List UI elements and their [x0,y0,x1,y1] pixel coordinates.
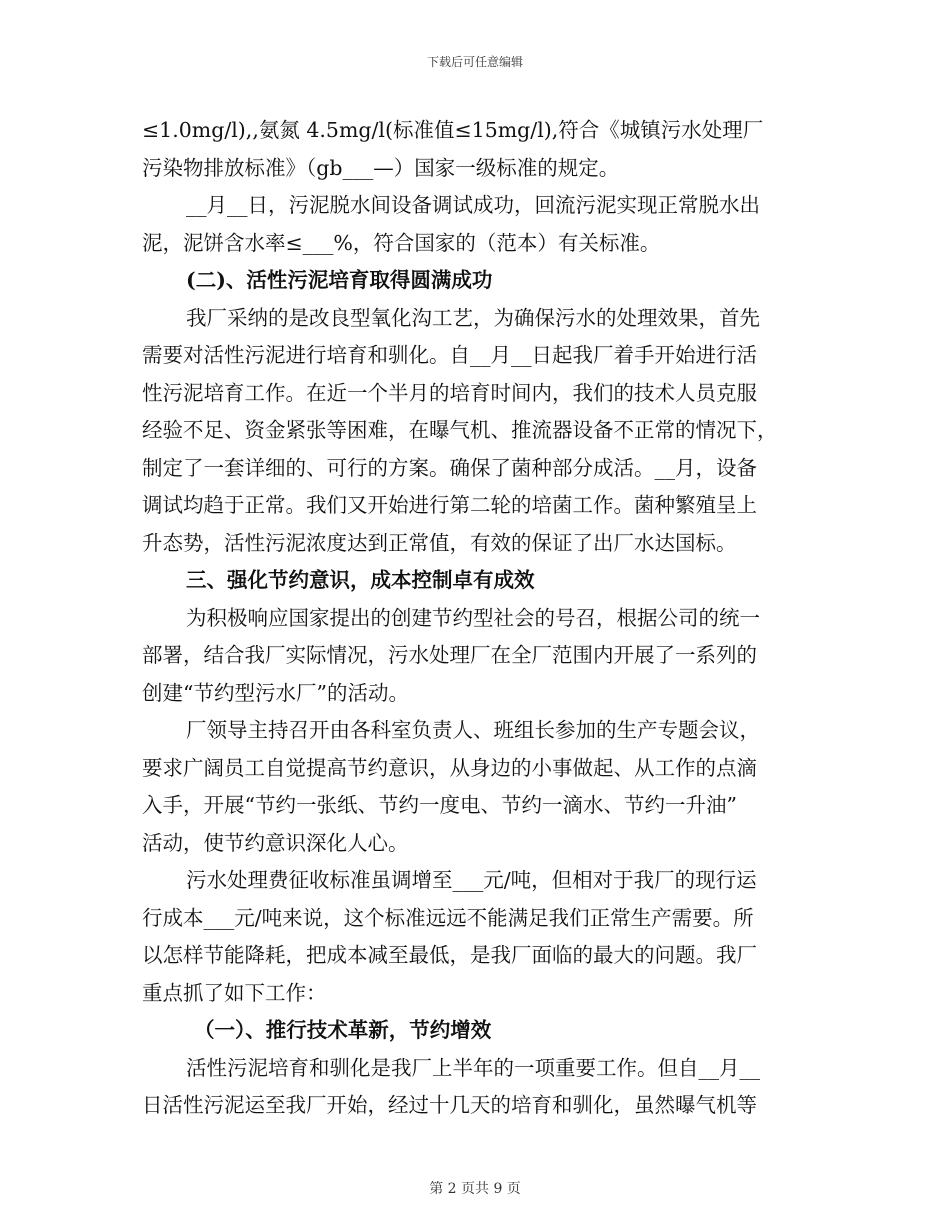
paragraph-line: 升态势，活性污泥浓度达到正常值，有效的保证了出厂水达国标。 [142,530,737,555]
paragraph-line: 需要对活性污泥进行培育和驯化。自__月__日起我厂着手开始进行活 [142,343,757,367]
paragraph-line: 经验不足、资金紧张等困难，在曝气机、推流器设备不正常的情况下， [142,418,778,442]
paragraph-line: 重点抓了如下工作： [142,980,327,1005]
document-body [142,112,812,1125]
paragraph-line: 活性污泥培育和驯化是我厂上半年的一项重要工作。但自__月__ [186,1055,760,1080]
section-heading: （一）、推行技术革新，节约增效 [194,1018,492,1042]
paragraph-line: 泥，泥饼含水率≤___%，符合国家的（范本）有关标准。 [142,230,661,255]
paragraph-line: 厂领导主持召开由各科室负责人、班组长参加的生产专题会议， [186,718,760,742]
paragraph-line: 以怎样节能降耗，把成本减至最低，是我厂面临的最大的问题。我厂 [142,943,757,967]
paragraph-line: 性污泥培育工作。在近一个半月的培育时间内，我们的技术人员克服 [142,380,757,405]
paragraph-line: 要求广阔员工自觉提高节约意识，从身边的小事做起、从工作的点滴 [142,755,757,780]
paragraph-line: 污水处理费征收标准虽调增至___元/吨，但相对于我厂的现行运 [186,868,757,892]
paragraph-line: 日活性污泥运至我厂开始，经过十几天的培育和驯化，虽然曝气机等 [142,1093,757,1117]
paragraph-line: 活动，使节约意识深化人心。 [142,830,409,855]
section-heading: (二)、活性污泥培育取得圆满成功 [186,268,493,292]
paragraph-line: 我厂采纳的是改良型氧化沟工艺，为确保污水的处理效果，首先 [186,305,760,330]
paragraph-line: 部署，结合我厂实际情况，污水处理厂在全厂范围内开展了一系列的 [142,643,757,667]
section-heading: 三、强化节约意识，成本控制卓有成效 [186,568,535,592]
paragraph-line: 制定了一套详细的、可行的方案。确保了菌种部分成活。__月，设备 [142,455,757,480]
page-footer: 第 2 页共 9 页 [429,1181,521,1197]
paragraph-line: 污染物排放标准》（gb___—）国家一级标准的规定。 [142,155,620,180]
paragraph-line: __月__日，污泥脱水间设备调试成功，回流污泥实现正常脱水出 [186,193,760,217]
paragraph-line: 为积极响应国家提出的创建节约型社会的号召，根据公司的统一 [186,605,760,630]
paragraph-line: ≤1.0mg/l),,氨氮 4.5mg/l(标准值≤15mg/l),符合《城镇污水处理厂 [142,118,764,142]
page-header: 下载后可任意编辑 [426,55,523,69]
paragraph-line: 入手，开展“节约一张纸、节约一度电、节约一滴水、节约一升油” [142,793,737,817]
paragraph-line: 行成本___元/吨来说，这个标准远远不能满足我们正常生产需要。所 [142,905,754,930]
paragraph-line: 调试均趋于正常。我们又开始进行第二轮的培菌工作。菌种繁殖呈上 [142,493,757,517]
paragraph-line: 创建“节约型污水厂”的活动。 [142,680,409,705]
